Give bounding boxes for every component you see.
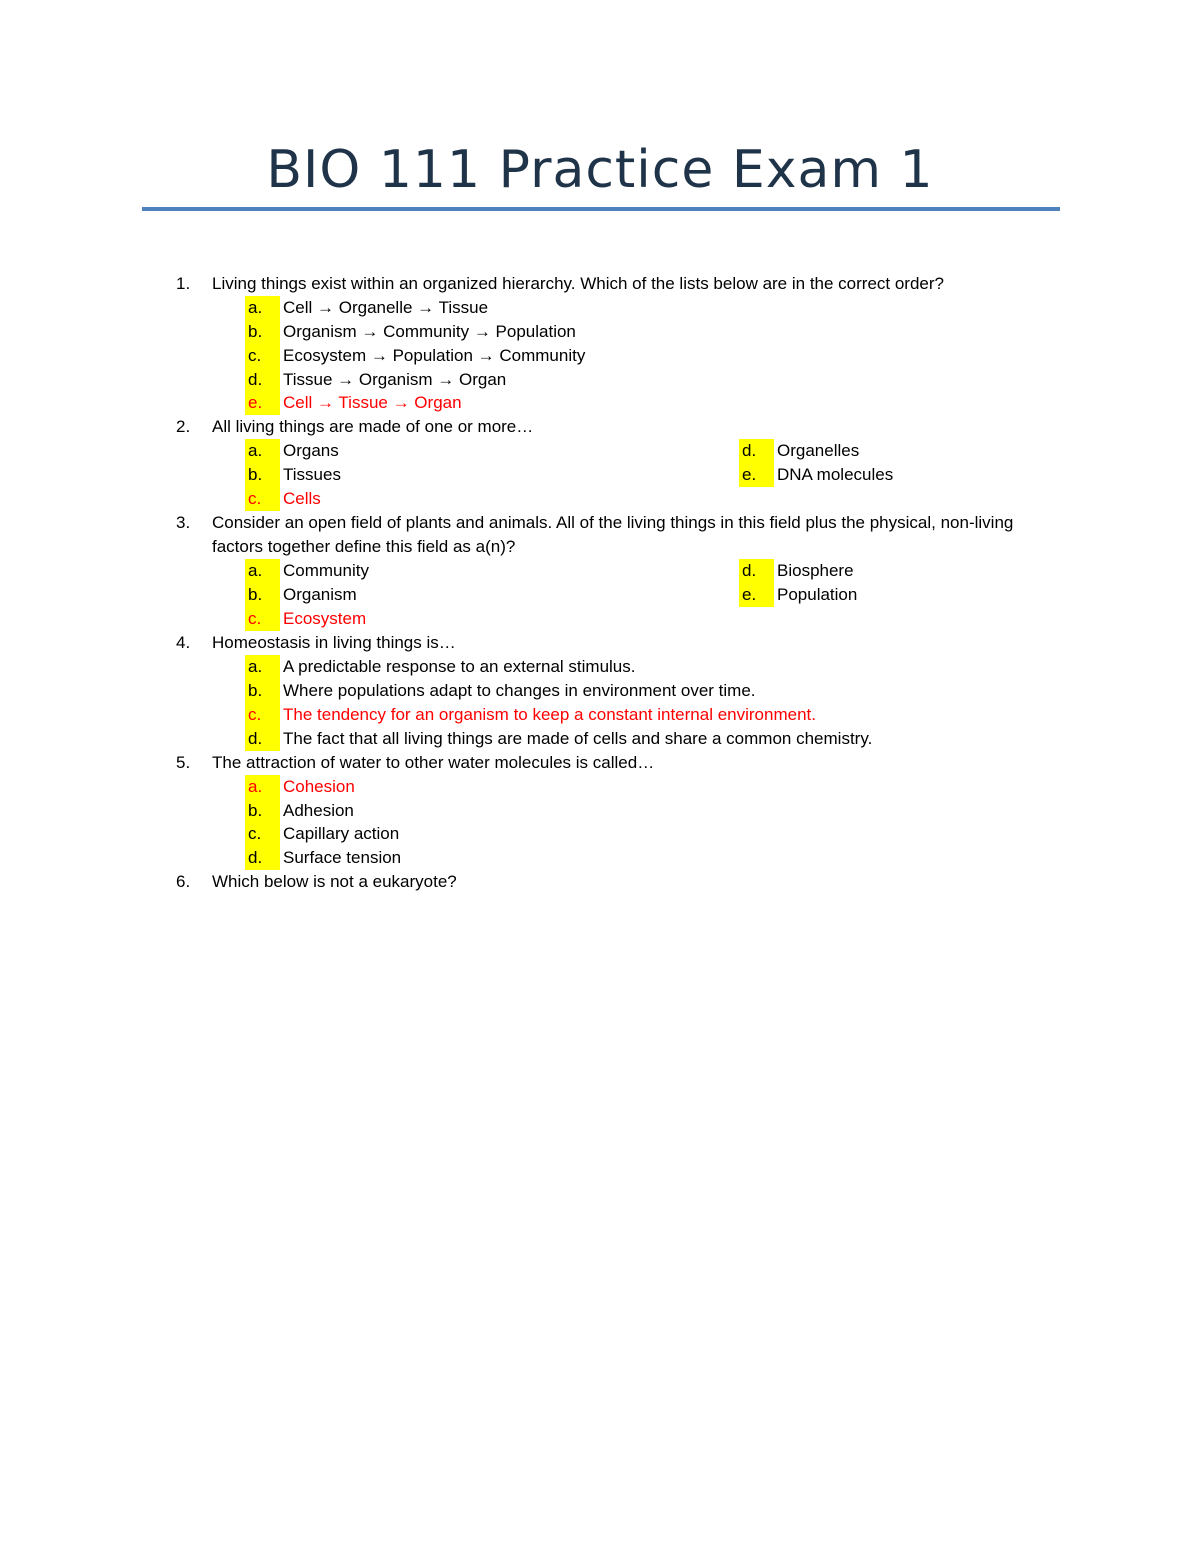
question-1	[0, 272, 1200, 296]
option-text: A predictable response to an external stimulus.	[283, 657, 636, 676]
option-text: Cell → Organelle → Tissue	[283, 298, 489, 317]
question-text: The attraction of water to other water molecules is called…	[212, 753, 655, 772]
option-letter: d.	[245, 727, 280, 751]
option-letter: d.	[739, 559, 774, 583]
question-number: 6.	[176, 872, 191, 891]
option-text: Population	[777, 585, 858, 604]
option-letter: c.	[245, 822, 280, 846]
question-6	[0, 870, 1200, 894]
title-underline	[142, 207, 1060, 211]
option-letter: c.	[245, 607, 280, 631]
option-letter: b.	[245, 583, 280, 607]
question-number: 4.	[176, 633, 191, 652]
option-letter: e.	[739, 583, 774, 607]
option-text: Cells	[283, 489, 321, 508]
question-number: 2.	[176, 417, 191, 436]
option-letter: b.	[245, 799, 280, 823]
option-text: Cohesion	[283, 777, 355, 796]
option-letter: d.	[739, 439, 774, 463]
option-text: Biosphere	[777, 561, 854, 580]
question-3	[0, 511, 1200, 559]
option-letter: d.	[245, 368, 280, 392]
option-text: Organism → Community → Population	[283, 322, 576, 341]
option-text: The fact that all living things are made of cells and share a common chemistry.	[283, 729, 873, 748]
option-letter: a.	[245, 439, 280, 463]
question-text: Living things exist within an organized hierarchy. Which of the lists below are in the correct order?	[212, 274, 944, 293]
option-text: DNA molecules	[777, 465, 894, 484]
option-letter: e.	[245, 391, 280, 415]
option-letter: a.	[245, 655, 280, 679]
option-letter: c.	[245, 703, 280, 727]
option-text: The tendency for an organism to keep a constant internal environment.	[283, 705, 816, 724]
question-5	[0, 751, 1200, 775]
page-title: BIO 111 Practice Exam 1	[266, 140, 934, 200]
option-text: Surface tension	[283, 848, 402, 867]
question-number: 1.	[176, 274, 191, 293]
option-text: Where populations adapt to changes in environment over time.	[283, 681, 756, 700]
option-letter: c.	[245, 487, 280, 511]
option-letter: b.	[245, 320, 280, 344]
question-text: Which below is not a eukaryote?	[212, 872, 457, 891]
option-text: Tissue → Organism → Organ	[283, 370, 507, 389]
option-letter: a.	[245, 775, 280, 799]
option-text: Community	[283, 561, 369, 580]
option-letter: c.	[245, 344, 280, 368]
option-text: Organelles	[777, 441, 860, 460]
question-text: Consider an open field of plants and animals. All of the living things in this field plus the physical, non-living factors together define this field as a(n)?	[212, 513, 1014, 556]
option-letter: d.	[245, 846, 280, 870]
question-4	[0, 631, 1200, 655]
question-2	[0, 415, 1200, 439]
option-letter: e.	[739, 463, 774, 487]
option-text: Ecosystem	[283, 609, 367, 628]
option-text: Tissues	[283, 465, 341, 484]
option-letter: b.	[245, 463, 280, 487]
option-letter: a.	[245, 559, 280, 583]
question-number: 3.	[176, 513, 191, 532]
option-letter: a.	[245, 296, 280, 320]
option-text: Cell → Tissue → Organ	[283, 393, 462, 412]
option-text: Ecosystem → Population → Community	[283, 346, 586, 365]
option-text: Organism	[283, 585, 357, 604]
option-text: Adhesion	[283, 801, 354, 820]
question-text: Homeostasis in living things is…	[212, 633, 456, 652]
question-number: 5.	[176, 753, 191, 772]
option-text: Organs	[283, 441, 339, 460]
option-letter: b.	[245, 679, 280, 703]
question-text: All living things are made of one or more…	[212, 417, 534, 436]
option-text: Capillary action	[283, 824, 400, 843]
